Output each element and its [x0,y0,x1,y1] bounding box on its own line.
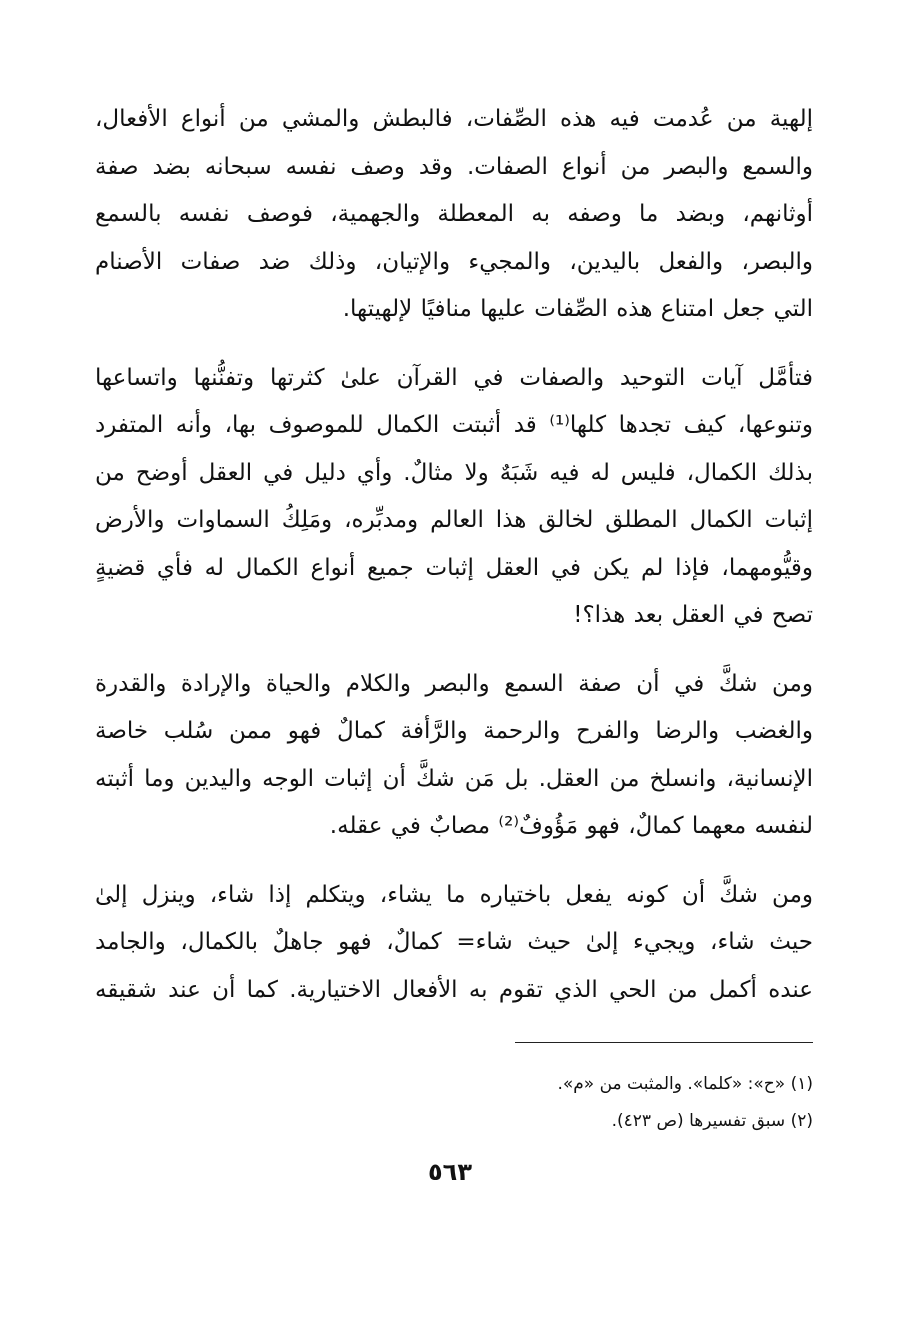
footnote-1: (١) «ح»: «كلما». والمثبت من «م». [557,1074,813,1094]
text-line: لنفسه معهما كمالٌ، فهو مَؤُوفٌ⁽²⁾ مصابٌ في عقله. [329,813,813,839]
text-line: الإنسانية، وانسلخ من العقل. بل مَن شكَّ أن إثبات الوجه واليدين وما أثبته [95,765,813,792]
text-line: حيث شاء، ويجيء إلىٰ حيث شاء= كمالٌ، فهو جاهلٌ بالكمال، والجامد [95,929,813,955]
page-number: ٥٦٣ [428,1158,472,1186]
text-line: التي جعل امتناع هذه الصِّفات عليها منافيًا لإلهيتها. [342,296,813,322]
paragraph-1 [95,96,813,334]
paragraph-4 [95,872,813,1015]
text-line: أوثانهم، وبضد ما وصفه به المعطلة والجهمية، فوصف نفسه بالسمع [95,201,813,227]
text-line: ومن شكَّ أن كونه يفعل باختياره ما يشاء، ويتكلم إذا شاء، وينزل إلىٰ [95,881,813,908]
text-line: ومن شكَّ في أن صفة السمع والبصر والكلام والحياة والإرادة والقدرة [95,670,813,697]
text-line: والغضب والرضا والفرح والرحمة والرَّأفة كمالٌ فهو ممن سُلب خاصة [95,718,813,744]
text-line: والبصر، والفعل باليدين، والمجيء والإتيان، وذلك ضد صفات الأصنام [95,248,813,275]
text-line: عنده أكمل من الحي الذي تقوم به الأفعال الاختيارية. كما أن عند شقيقه [95,976,813,1003]
main-text [95,96,813,1014]
text-line: والسمع والبصر من أنواع الصفات. وقد وصف نفسه سبحانه بضد صفة [95,153,813,180]
text-line: إثبات الكمال المطلق لخالق هذا العالم ومدبِّره، ومَلِكُ السماوات والأرض [95,507,813,533]
footnote-separator [515,1042,813,1043]
footnote-2: (٢) سبق تفسيرها (ص ٤٢٣). [611,1111,813,1131]
text-line: وتنوعها، كيف تجدها كلها⁽¹⁾ قد أثبتت الكمال للموصوف بها، وأنه المتفرد [95,412,814,438]
text-line: بذلك الكمال، فليس له فيه شَبَهٌ ولا مثالٌ. وأي دليل في العقل أوضح من [95,459,813,486]
text-line: فتأمَّل آيات التوحيد والصفات في القرآن علىٰ كثرتها وتفنُّنها واتساعها [95,364,813,391]
text-line: تصح في العقل بعد هذا؟! [573,602,813,628]
text-line: إلهية من عُدمت فيه هذه الصِّفات، فالبطش والمشي من أنواع الأفعال، [95,106,813,132]
text-line: وقيُّومهما، فإذا لم يكن في العقل إثبات جميع أنواع الكمال له فأي قضيةٍ [95,554,813,581]
paragraph-2 [95,355,813,640]
paragraph-3 [95,661,813,851]
footnotes [213,1066,813,1140]
